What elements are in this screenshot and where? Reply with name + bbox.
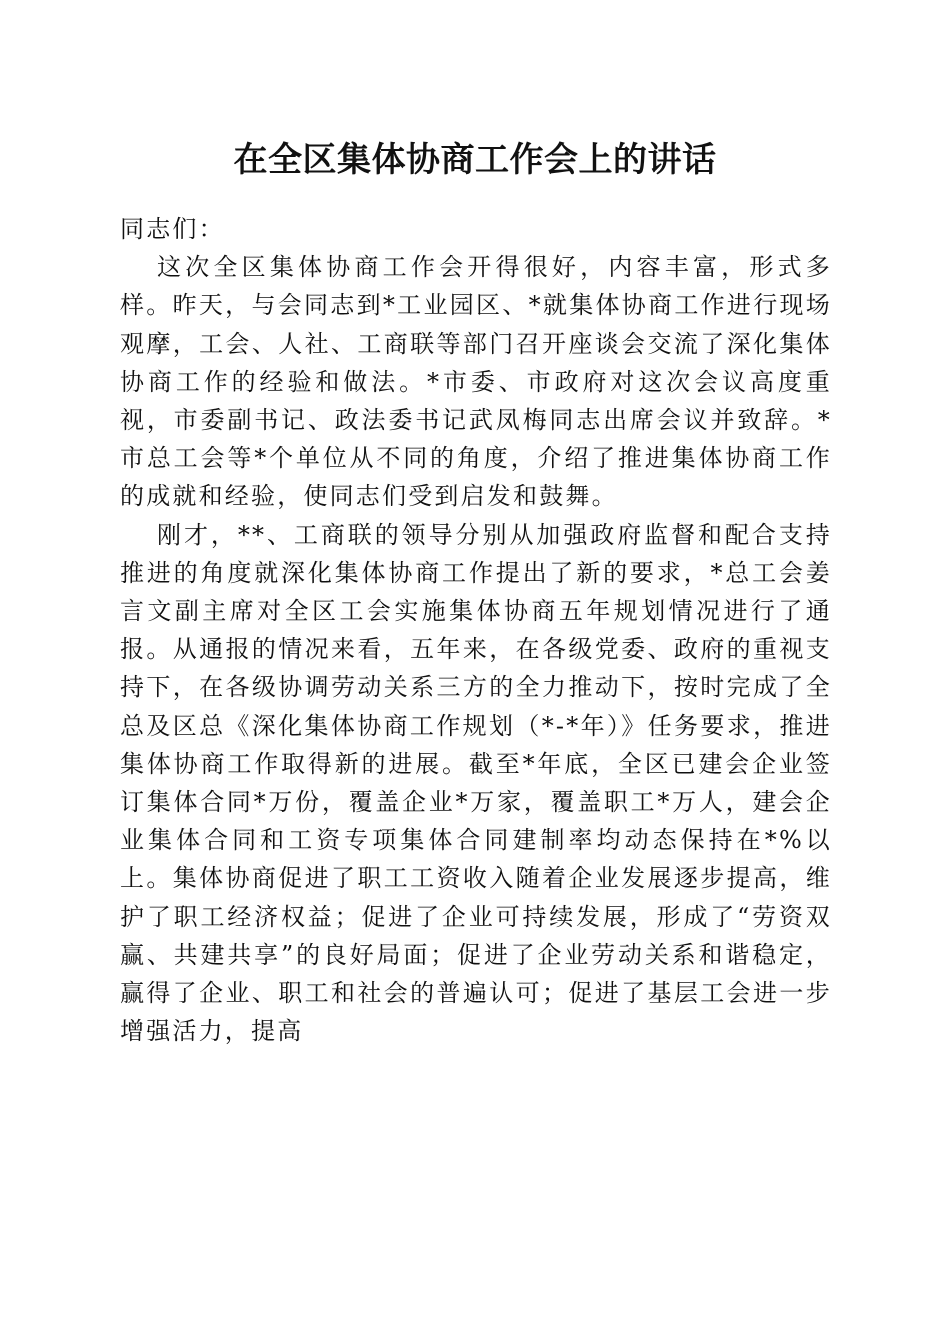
paragraph-1: 这次全区集体协商工作会开得很好，内容丰富，形式多样。昨天，与会同志到*工业园区、*就集体协商工作进行现场观摩，工会、人社、工商联等部门召开座谈会交流了深化集体协商工作的经验和做法。*市委、市政府对这次会议高度重视，市委副书记、政法委书记武凤梅同志出席会议并致辞。*市总工会等*个单位从不同的角度，介绍了推进集体协商工作的成就和经验，使同志们受到启发和鼓舞。 [120,253,832,511]
paragraph-2: 刚才，**、工商联的领导分别从加强政府监督和配合支持推进的角度就深化集体协商工作提出了新的要求，*总工会姜言文副主席对全区工会实施集体协商五年规划情况进行了通报。从通报的情况来看，五年来，在各级党委、政府的重视支持下，在各级协调劳动关系三方的全力推动下，按时完成了全总及区总《深化集体协商工作规划（*-*年）》任务要求，推进集体协商工作取得新的进展。截至*年底，全区已建会企业签订集体合同*万份，覆盖企业*万家，覆盖职工*万人，建会企业集体合同和工资专项集体合同建制率均动态保持在*%以上。集体协商促进了职工工资收入随着企业发展逐步提高，维护了职工经济权益；促进了企业可持续发展，形成了“劳资双赢、共建共享”的良好局面；促进了企业劳动关系和谐稳定，赢得了企业、职工和社会的普遍认可；促进了基层工会进一步增强活力，提高 [120,520,832,1046]
document-title: 在全区集体协商工作会上的讲话 [233,140,717,180]
salutation: 同志们： [120,215,225,243]
document-body [120,210,832,1050]
